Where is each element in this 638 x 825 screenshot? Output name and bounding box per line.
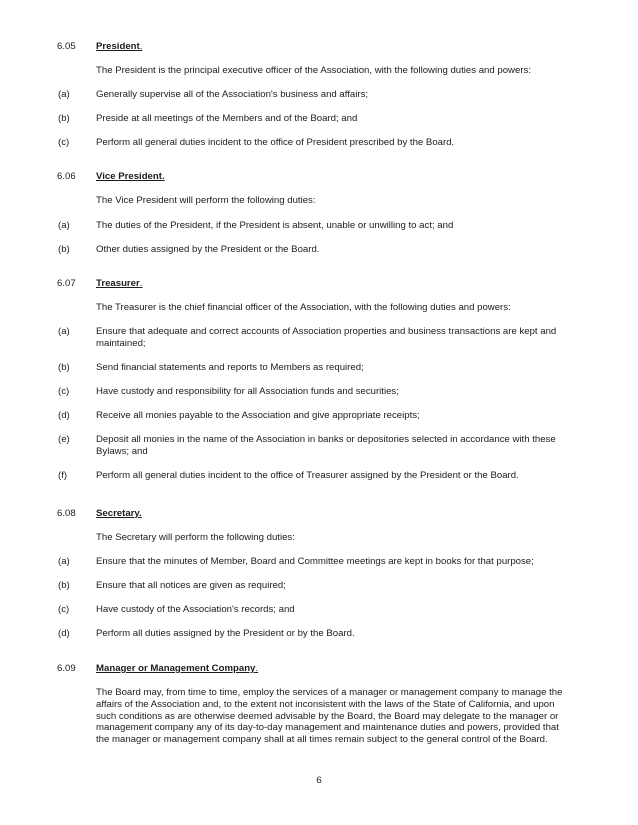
section-heading-manager [96, 663, 258, 675]
item-text: Ensure that adequate and correct accounts of Association properties and business transactions are kept and maintained; [96, 326, 557, 349]
item-text: Receive all monies payable to the Association and give appropriate receipts; [96, 410, 420, 421]
section-heading-treasurer [96, 278, 142, 290]
section-number-6-06: 6.06 [57, 171, 76, 182]
item-text: Preside at all meetings of the Members and of the Board; and [96, 113, 358, 124]
title-suffix: . [139, 508, 142, 519]
item-text: Have custody of the Association's records; and [96, 604, 295, 615]
section-heading-vice-president [96, 171, 165, 183]
section-title: Secretary [96, 508, 140, 519]
item-text: Perform all general duties incident to the office of Treasurer assigned by the President or the Board. [96, 470, 519, 481]
title-suffix: . [161, 171, 165, 182]
section-intro: The Secretary will perform the following duties: [96, 532, 295, 543]
item-text: Generally supervise all of the Association's business and affairs; [96, 89, 369, 100]
item-label: (b) [58, 580, 70, 591]
section-intro: The Treasurer is the chief financial officer of the Association, with the following duties and powers: [96, 302, 511, 313]
item-label: (a) [58, 556, 70, 567]
section-heading-president [96, 41, 142, 53]
item-label: (e) [58, 434, 70, 445]
item-text: Perform all general duties incident to the office of President prescribed by the Board. [96, 137, 455, 148]
item-label: (b) [58, 362, 70, 373]
section-title: Treasurer [96, 278, 140, 289]
item-text: Ensure that all notices are given as required; [96, 580, 286, 591]
item-text: The duties of the President, if the President is absent, unable or unwilling to act; and [96, 220, 454, 231]
item-label: (b) [58, 244, 70, 255]
title-suffix: . [139, 41, 143, 52]
item-text: Other duties assigned by the President or the Board. [96, 244, 320, 255]
section-intro: The Vice President will perform the following duties: [96, 195, 316, 206]
section-paragraph: The Board may, from time to time, employ the services of a manager or management company to manage the affairs of the Association and, to the extent not inconsistent with the laws of the State of California, and upon such conditions as are otherwise deemed advisable by the Board, the Board may delegate to the manager or management company any of its day-to-day management and maintenance duties and powers, provided that the manager or management company shall at all times remain subject to the general control of the Board. [96, 687, 563, 746]
item-label: (c) [58, 137, 70, 148]
item-label: (a) [58, 220, 70, 231]
item-label: (c) [58, 386, 70, 397]
item-label: (a) [58, 89, 70, 100]
item-label: (d) [58, 410, 70, 421]
item-text: Ensure that the minutes of Member, Board and Committee meetings are kept in books for that purpose; [96, 556, 534, 567]
item-label: (c) [58, 604, 70, 615]
section-heading-secretary [96, 508, 142, 520]
item-text: Deposit all monies in the name of the Association in banks or depositories selected in accordance with these Bylaws; and [96, 434, 556, 457]
section-title: Manager or Management Company [96, 663, 256, 674]
section-number-6-05: 6.05 [57, 41, 76, 52]
item-label: (b) [58, 113, 70, 124]
section-number-6-08: 6.08 [57, 508, 76, 519]
section-intro: The President is the principal executive officer of the Association, with the following duties and powers: [96, 65, 531, 76]
page-number: 6 [316, 775, 322, 786]
section-number-6-07: 6.07 [57, 278, 76, 289]
title-suffix: . [139, 278, 143, 289]
title-suffix: . [255, 663, 259, 674]
item-label: (d) [58, 628, 70, 639]
item-text: Perform all duties assigned by the President or by the Board. [96, 628, 355, 639]
section-title: President [96, 41, 140, 52]
item-text: Send financial statements and reports to Members as required; [96, 362, 364, 373]
item-text: Have custody and responsibility for all Association funds and securities; [96, 386, 399, 397]
item-label: (a) [58, 326, 70, 337]
item-label: (f) [58, 470, 68, 481]
section-title: Vice President [96, 171, 162, 182]
section-number-6-09: 6.09 [57, 663, 76, 674]
